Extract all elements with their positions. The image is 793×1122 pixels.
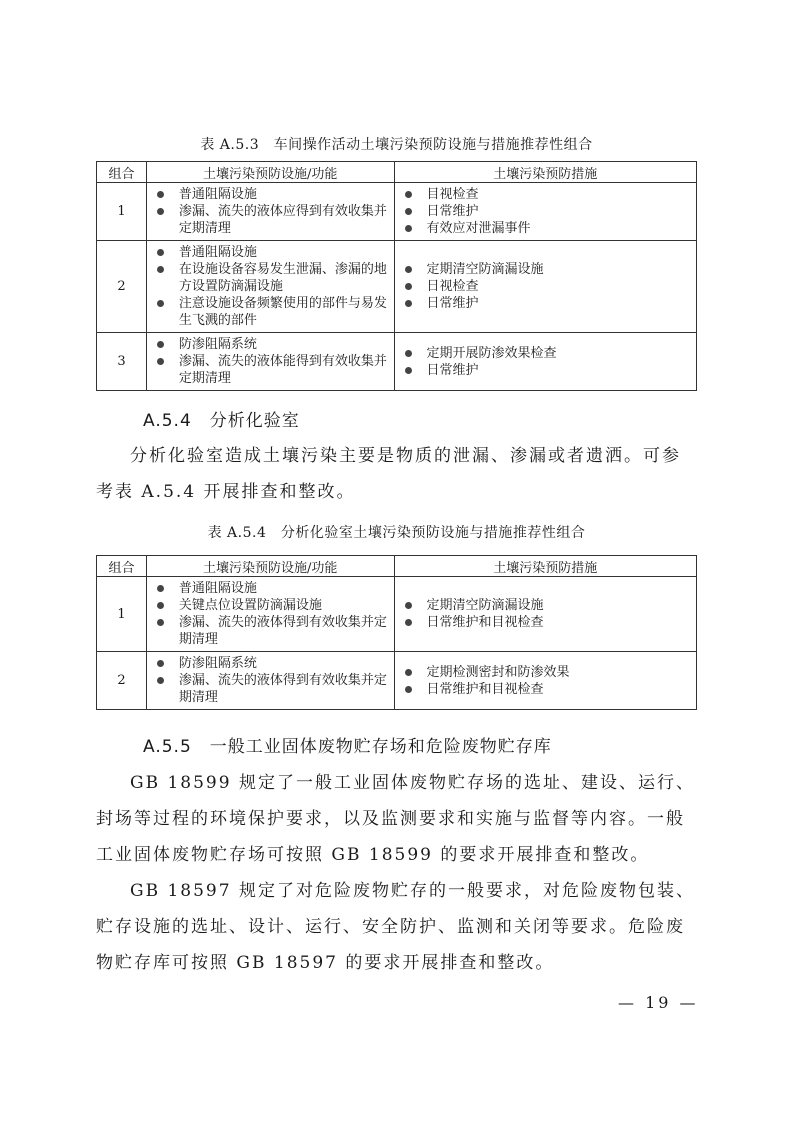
facilities-cell — [146, 241, 394, 333]
measures-cell — [394, 183, 696, 241]
bullet-item: 渗漏、流失的液体得到有效收集并定期清理 — [153, 614, 388, 648]
table-row — [97, 652, 697, 710]
group-number: 3 — [97, 333, 147, 391]
paragraph: GB 18597 规定了对危险废物贮存的一般要求，对危险废物包装、贮存设施的选址、设计、运行、安全防护、监测和关闭等要求。危险废物贮存库可按照 GB 18597 的要求开展排查和整改。 — [96, 881, 695, 973]
measures-cell — [394, 333, 696, 391]
bullet-item: 防渗阻隔系统 — [153, 336, 388, 353]
bullet-item: 定期检测密封和防渗效果 — [401, 664, 690, 681]
table-header-row — [97, 162, 697, 183]
bullet-list — [153, 186, 388, 237]
header-group: 组合 — [97, 556, 147, 577]
bullet-item: 普通阻隔设施 — [153, 580, 388, 597]
facilities-cell — [146, 577, 394, 652]
bullet-item: 日常维护和目视检查 — [401, 681, 690, 698]
table-row — [97, 333, 697, 391]
bullet-item: 注意设施设备频繁使用的部件与易发生飞溅的部件 — [153, 295, 388, 329]
measures-cell — [394, 241, 696, 333]
table-row — [97, 241, 697, 333]
bullet-item: 日视检查 — [401, 278, 690, 295]
bullet-list — [153, 580, 388, 648]
bullet-list — [153, 655, 388, 706]
bullet-item: 防渗阻隔系统 — [153, 655, 388, 672]
bullet-list — [153, 244, 388, 329]
table-row — [97, 577, 697, 652]
page-number: — 19 — — [618, 993, 699, 1012]
bullet-item: 渗漏、流失的液体得到有效收集并定期清理 — [153, 672, 388, 706]
paragraph: GB 18599 规定了一般工业固体废物贮存场的选址、建设、运行、封场等过程的环境保护要求，以及监测要求和实施与监督等内容。一般工业固体废物贮存场可按照 GB 18599 的要求开展排查和整改。 — [96, 773, 695, 865]
bullet-item: 目视检查 — [401, 186, 690, 203]
section-a55-heading: A.5.5 一般工业固体废物贮存场和危险废物贮存库 — [143, 737, 552, 757]
table-a54-caption: 表 A.5.4 分析化验室土壤污染预防设施与措施推荐性组合 — [207, 525, 586, 541]
header-facilities: 土壤污染预防设施/功能 — [146, 162, 394, 183]
bullet-item: 日常维护 — [401, 203, 690, 220]
facilities-cell — [146, 333, 394, 391]
measures-cell — [394, 652, 696, 710]
table-header-row — [97, 556, 697, 577]
section-a55-body — [96, 765, 697, 981]
section-a54-heading: A.5.4 分析化验室 — [143, 411, 300, 431]
bullet-item: 普通阻隔设施 — [153, 244, 388, 261]
table-a54 — [96, 555, 697, 710]
group-number: 2 — [97, 241, 147, 333]
header-measures: 土壤污染预防措施 — [394, 162, 696, 183]
header-group: 组合 — [97, 162, 147, 183]
paragraph: 分析化验室造成土壤污染主要是物质的泄漏、渗漏或者遗洒。可参考表 A.5.4 开展排查和整改。 — [96, 446, 681, 502]
bullet-item: 定期清空防滴漏设施 — [401, 261, 690, 278]
bullet-item: 在设施设备容易发生泄漏、渗漏的地方设置防滴漏设施 — [153, 261, 388, 295]
bullet-item: 定期开展防渗效果检查 — [401, 345, 690, 362]
table-a53-caption: 表 A.5.3 车间操作活动土壤污染预防设施与措施推荐性组合 — [200, 137, 593, 153]
group-number: 1 — [97, 577, 147, 652]
bullet-item: 日常维护 — [401, 295, 690, 312]
bullet-item: 渗漏、流失的液体能得到有效收集并定期清理 — [153, 353, 388, 387]
bullet-item: 定期清空防滴漏设施 — [401, 597, 690, 614]
header-measures: 土壤污染预防措施 — [394, 556, 696, 577]
table-a53 — [96, 161, 697, 391]
facilities-cell — [146, 183, 394, 241]
group-number: 1 — [97, 183, 147, 241]
table-row — [97, 183, 697, 241]
bullet-item: 日常维护和目视检查 — [401, 614, 690, 631]
bullet-item: 渗漏、流失的液体应得到有效收集并定期清理 — [153, 203, 388, 237]
bullet-item: 有效应对泄漏事件 — [401, 220, 690, 237]
bullet-list — [401, 186, 690, 237]
bullet-item: 关键点位设置防滴漏设施 — [153, 597, 388, 614]
bullet-list — [401, 261, 690, 312]
facilities-cell — [146, 652, 394, 710]
bullet-list — [401, 664, 690, 698]
header-facilities: 土壤污染预防设施/功能 — [146, 556, 394, 577]
bullet-list — [401, 345, 690, 379]
bullet-item: 普通阻隔设施 — [153, 186, 388, 203]
bullet-list — [153, 336, 388, 387]
section-a54-body — [96, 438, 697, 510]
measures-cell — [394, 577, 696, 652]
bullet-list — [401, 597, 690, 631]
group-number: 2 — [97, 652, 147, 710]
bullet-item: 日常维护 — [401, 362, 690, 379]
